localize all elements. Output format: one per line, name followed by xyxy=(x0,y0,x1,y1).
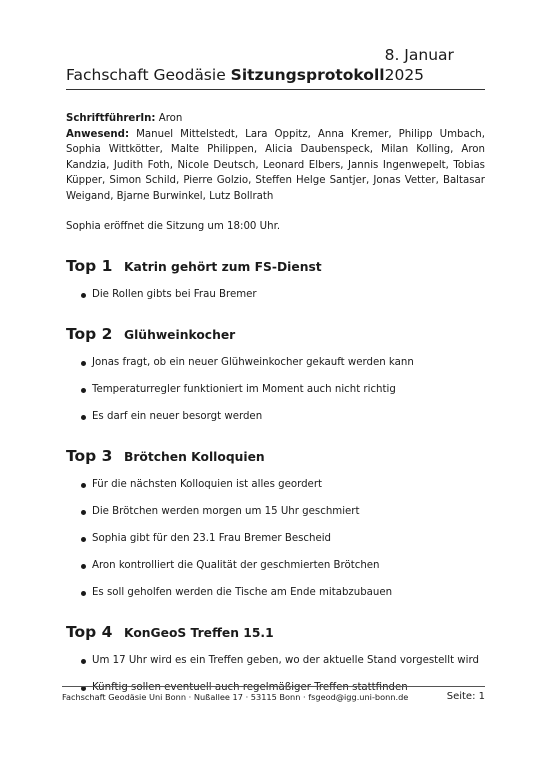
agenda-bullets xyxy=(66,288,485,302)
agenda-bullet-item: Jonas fragt, ob ein neuer Glühweinkocher gekauft werden kann xyxy=(66,356,485,370)
agenda-bullets xyxy=(66,478,485,600)
protocol-body xyxy=(66,111,485,708)
agenda-item xyxy=(66,623,485,695)
agenda-item xyxy=(66,447,485,600)
agenda-number: Top 1 xyxy=(66,256,113,275)
agenda-bullet-item: Sophia gibt für den 23.1 Frau Bremer Bescheid xyxy=(66,532,485,546)
agenda-heading xyxy=(66,447,485,469)
header-title: Sitzungsprotokoll xyxy=(230,66,385,84)
agenda-bullet-item: Künftig sollen eventuell auch regelmäßiger Treffen stattfinden xyxy=(66,681,485,695)
agenda-bullet-item: Es soll geholfen werden die Tische am Ende mitabzubauen xyxy=(66,586,485,600)
page-header xyxy=(66,46,485,85)
agenda-bullet-item: Um 17 Uhr wird es ein Treffen geben, wo der aktuelle Stand vorgestellt wird xyxy=(66,654,485,668)
agenda-bullet-item: Die Brötchen werden morgen um 15 Uhr geschmiert xyxy=(66,505,485,519)
agenda-title: KonGeoS Treffen 15.1 xyxy=(124,625,274,640)
writer-label: SchriftführerIn: xyxy=(66,113,156,124)
agenda-bullet-item: Die Rollen gibts bei Frau Bremer xyxy=(66,288,485,302)
header-divider xyxy=(66,89,485,90)
page-number: Seite: 1 xyxy=(446,691,485,702)
footer-divider xyxy=(62,686,485,687)
page-footer xyxy=(62,691,485,703)
agenda-list xyxy=(66,257,485,695)
writer-name: Aron xyxy=(158,113,183,124)
header-title-group xyxy=(66,65,385,85)
agenda-title: Katrin gehört zum FS-Dienst xyxy=(124,259,322,274)
agenda-number: Top 2 xyxy=(66,324,113,343)
meta-block xyxy=(66,111,485,205)
footer-address: Fachschaft Geodäsie Uni Bonn · Nußallee 17 · 53115 Bonn · fsgeod@igg.uni-bonn.de xyxy=(62,692,409,702)
agenda-bullets xyxy=(66,654,485,695)
present-label: Anwesend: xyxy=(66,128,130,140)
agenda-bullets xyxy=(66,356,485,424)
agenda-number: Top 4 xyxy=(66,622,113,641)
agenda-bullet-item: Es darf ein neuer besorgt werden xyxy=(66,410,485,424)
agenda-bullet-item: Aron kontrolliert die Qualität der geschmierten Brötchen xyxy=(66,559,485,573)
present-list: Manuel Mittelstedt, Lara Oppitz, Anna Kremer, Philipp Umbach, Sophia Wittkötter, Malte Philippen, Alicia Daubenspeck, Milan Kolling, Aron Kandzia, Judith Foth, Nicole Deutsch, Leonard Elbers, Jannis Ingenwepelt, Tobias Küpper, Simon Schild, Pierre Golzio, Steffen Helge Santjer, Jonas Vetter, Baltasar Weigand, Bjarne Burwinkel, Lutz Bollrath xyxy=(66,128,486,202)
agenda-title: Glühweinkocher xyxy=(124,327,236,342)
agenda-number: Top 3 xyxy=(66,446,113,465)
opening-line: Sophia eröffnet die Sitzung um 18:00 Uhr. xyxy=(66,220,281,232)
agenda-heading xyxy=(66,257,485,279)
present-line xyxy=(66,127,485,205)
agenda-item xyxy=(66,257,485,302)
writer-line xyxy=(66,111,485,127)
header-org: Fachschaft Geodäsie xyxy=(66,66,226,84)
agenda-heading xyxy=(66,623,485,645)
agenda-item xyxy=(66,325,485,424)
agenda-title: Brötchen Kolloquien xyxy=(124,449,265,464)
agenda-heading xyxy=(66,325,485,347)
agenda-bullet-item: Temperaturregler funktioniert im Moment auch nicht richtig xyxy=(66,383,485,397)
agenda-bullet-item: Für die nächsten Kolloquien ist alles geordert xyxy=(66,478,485,492)
header-date: 8. Januar 2025 xyxy=(384,46,454,84)
